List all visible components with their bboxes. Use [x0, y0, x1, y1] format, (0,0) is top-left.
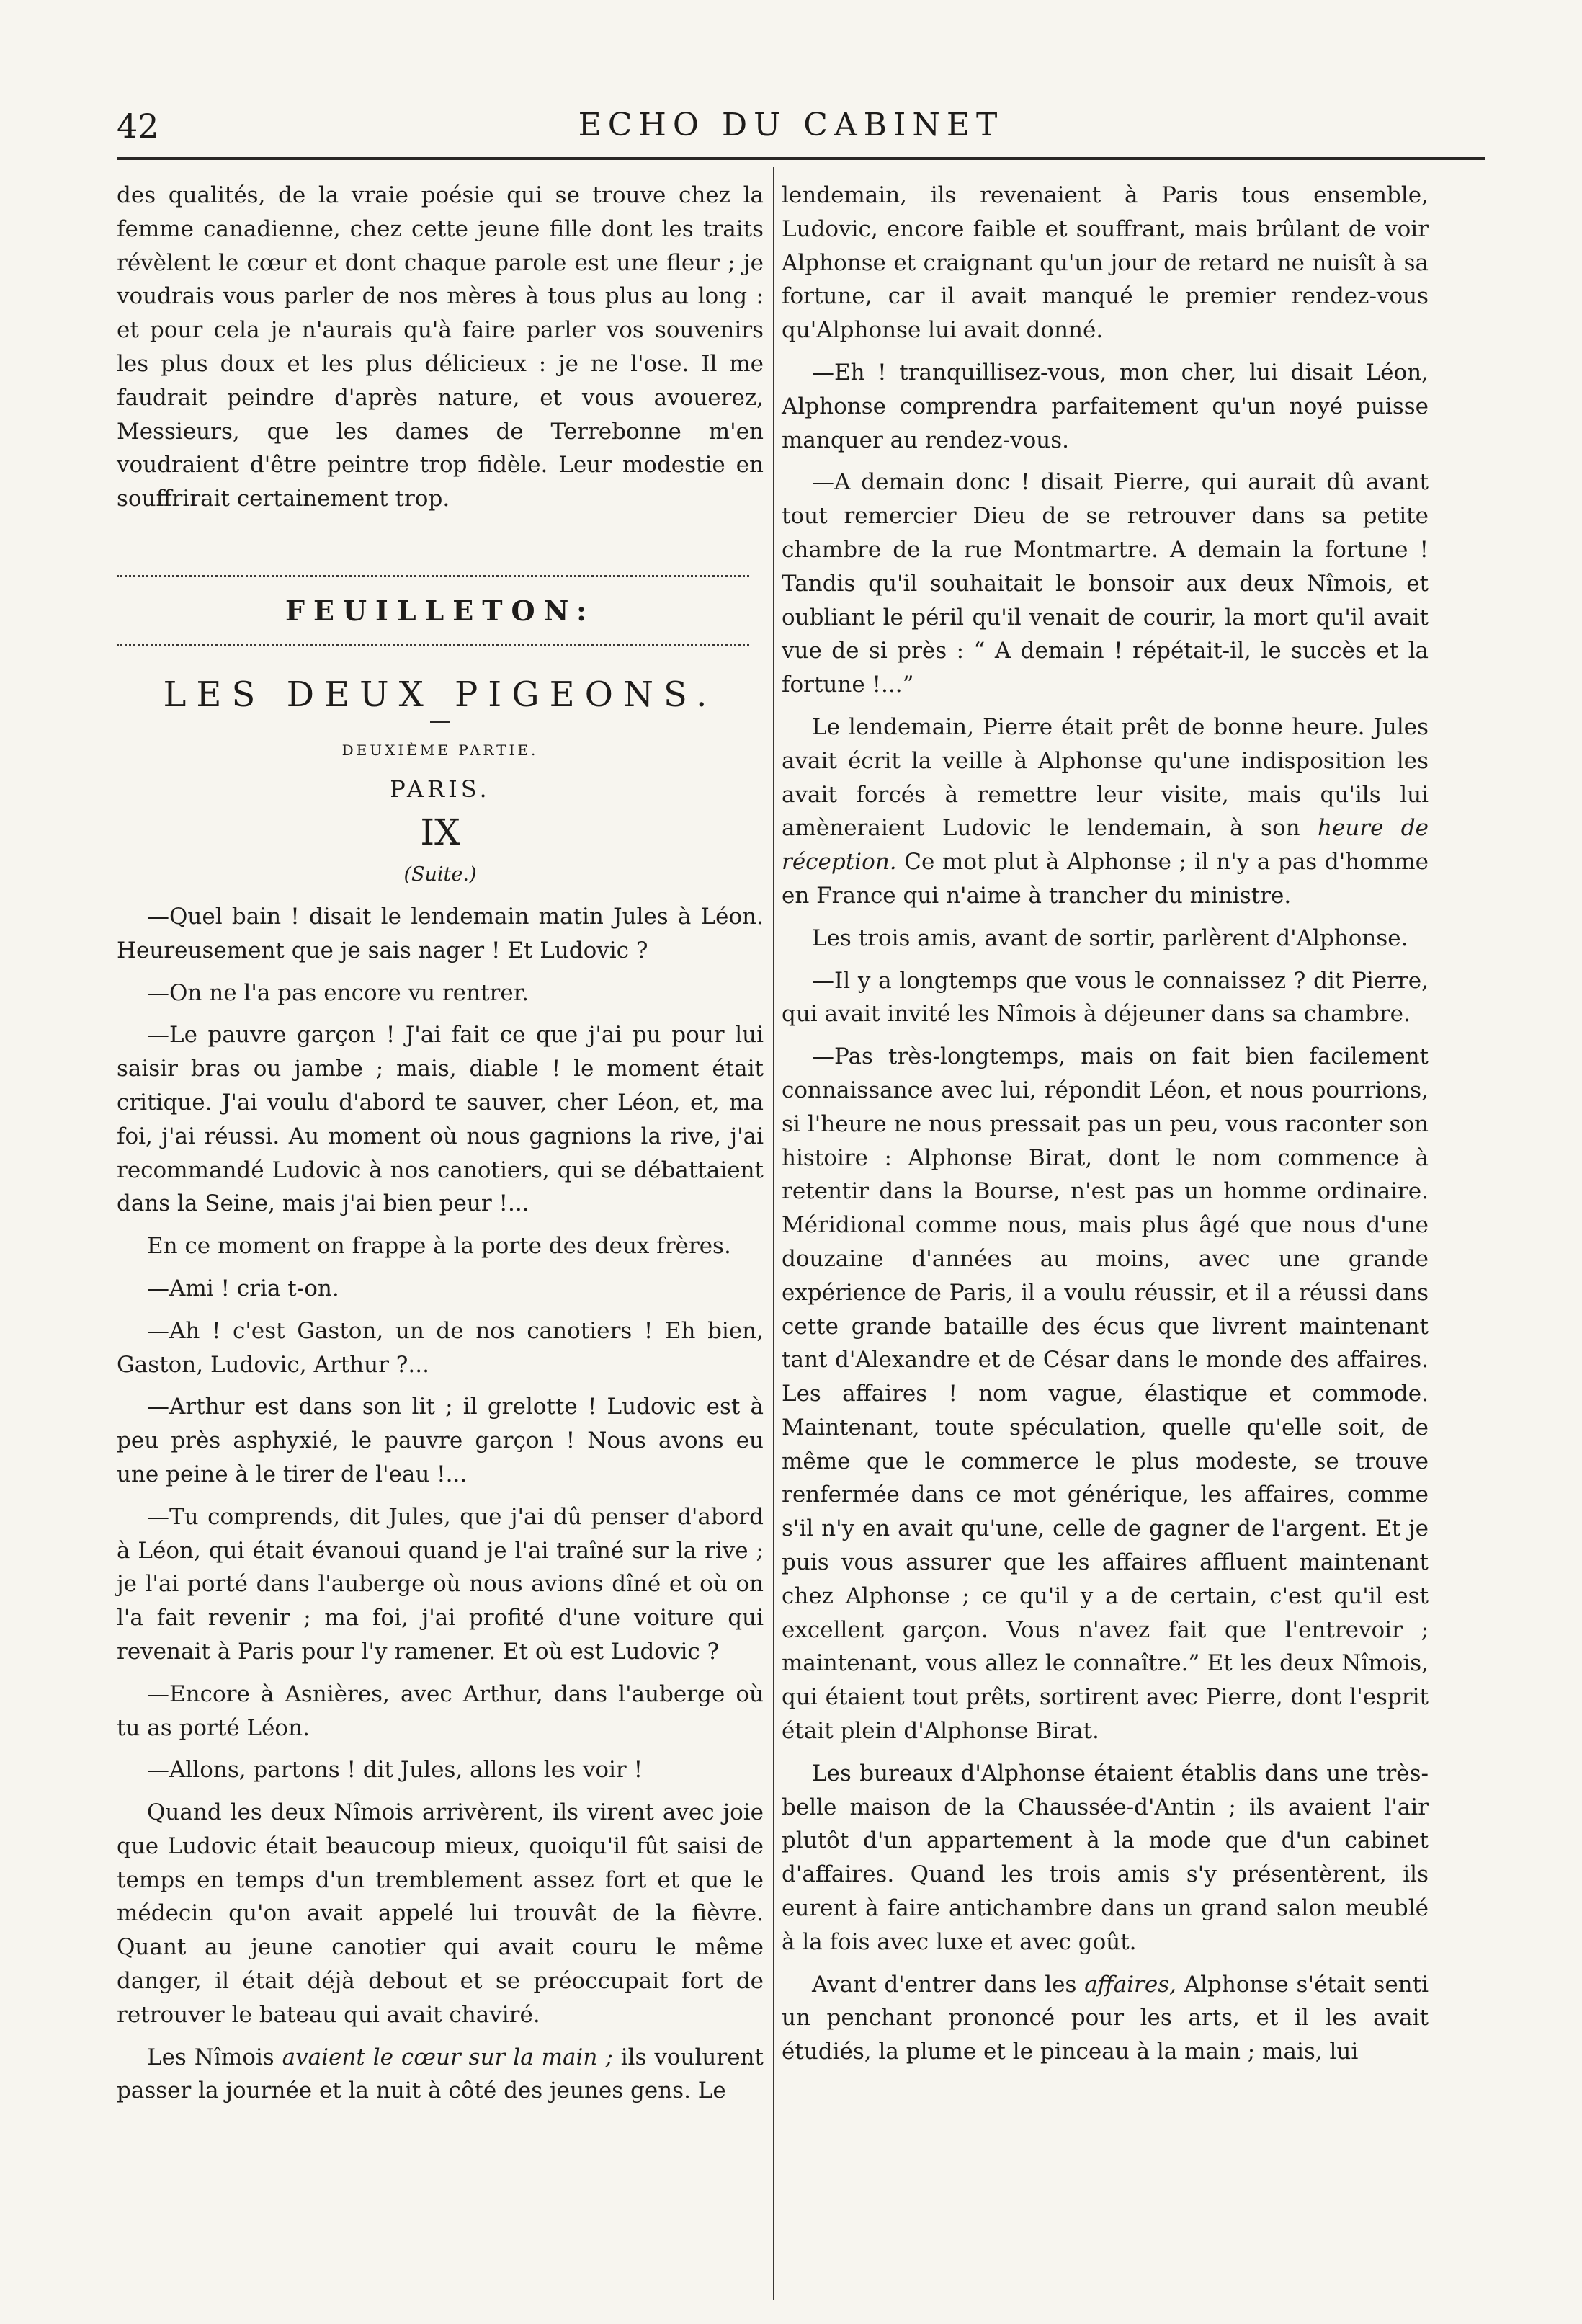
story-paragraph: —Eh ! tranquillisez-vous, mon cher, lui disait Léon, Alphonse comprendra parfaitement qu'un noyé puisse manquer au rendez-vous. [782, 359, 1429, 453]
story-paragraph: —Quel bain ! disait le lendemain matin Jules à Léon. Heureusement que je sais nager ! Et Ludovic ? [117, 903, 764, 963]
story-paragraph: Quand les deux Nîmois arrivèrent, ils virent avec joie que Ludovic était beaucoup mieux, quoiqu'il fût saisi de temps en temps d'un tremblement assez fort et que le médecin qu'on avait appelé lui trouvât de la fièvre. Quant au jeune canotier qui avait couru le même danger, il était déjà debout et se préoccupait fort de retrouver le bateau qui avait chaviré. [117, 1799, 764, 2028]
suite-label: (Suite.) [403, 863, 477, 886]
column-divider [773, 167, 774, 2300]
italic-phrase: affaires, [1084, 1971, 1176, 1998]
page-number: 42 [117, 107, 159, 146]
story-paragraph: —Encore à Asnières, avec Arthur, dans l'auberge où tu as porté Léon. [117, 1680, 764, 1741]
story-paragraph: —Le pauvre garçon ! J'ai fait ce que j'ai pu pour lui saisir bras ou jambe ; mais, diable ! le moment était critique. J'ai voulu d'abord te sauver, cher Léon, et, ma foi, j'ai réussi. Au moment où nous gagnions la rive, j'ai recommandé Ludovic à nos canotiers, qui se débattaient dans la Seine, mais j'ai bien peur !... [117, 1022, 764, 1217]
story-paragraph: —Tu comprends, dit Jules, que j'ai dû penser d'abord à Léon, qui était évanoui quand je l'ai traîné sur la rive ; je l'ai porté dans l'auberge où nous avions dîné et où on l'a fait revenir ; ma foi, j'ai profité d'une voiture qui revenait à Paris pour l'y ramener. Et où est Ludovic ? [117, 1503, 764, 1665]
title-dash [430, 721, 450, 723]
text-run: Alphonse s'était senti un penchant prononcé pour les arts, et il les avait étudiés, la plume et le pinceau à la main ; mais, lui [782, 1971, 1429, 2065]
left-column [117, 179, 764, 2116]
story-paragraph [782, 1968, 1429, 2069]
place-label: PARIS. [390, 775, 491, 803]
story-paragraph: —Il y a longtemps que vous le connaissez ? dit Pierre, qui avait invité les Nîmois à déjeuner dans sa chambre. [782, 967, 1429, 1028]
italic-phrase: avaient le cœur sur la main ; [282, 2044, 613, 2070]
story-paragraph: —On ne l'a pas encore vu rentrer. [147, 979, 529, 1006]
story-paragraph-last [117, 2041, 764, 2109]
story-paragraph: —A demain donc ! disait Pierre, qui aurait dû avant tout remercier Dieu de se retrouver dans sa petite chambre de la rue Montmartre. A demain la fortune ! Tandis qu'il souhaitait le bonsoir aux deux Nîmois, et oubliant le péril qu'il venait de courir, la mort qu'il avait vue de si près : “ A demain ! répétait-il, le succès et la fortune !...” [782, 469, 1429, 698]
text-run: Avant d'entrer dans les [812, 1971, 1085, 1998]
text-run: Ce mot plut à Alphonse ; il n'y a pas d'homme en France qui n'aime à trancher du ministre. [782, 849, 1429, 909]
story-paragraph: Les bureaux d'Alphonse étaient établis dans une très-belle maison de la Chaussée-d'Antin ; ils avaient l'air plutôt d'un appartement à la mode que d'un cabinet d'affaires. Quand les trois amis s'y présentèrent, ils eurent à faire antichambre dans un grand salon meublé à la fois avec luxe et avec goût. [782, 1760, 1429, 1955]
page-header [0, 0, 1582, 166]
story-paragraph: —Ah ! c'est Gaston, un de nos canotiers ! Eh bien, Gaston, Ludovic, Arthur ?... [117, 1317, 764, 1378]
story-paragraph: —Allons, partons ! dit Jules, allons les voir ! [147, 1757, 643, 1784]
feuilleton-heading: FEUILLETON: [285, 594, 596, 627]
story-paragraph: —Arthur est dans son lit ; il grelotte ! Ludovic est à peu près asphyxié, le pauvre garçon ! Nous avons eu une peine à le tirer de l'eau !... [117, 1394, 764, 1487]
header-rule [117, 157, 1485, 160]
text-run: Les Nîmois [147, 2044, 282, 2070]
story-paragraph: —Ami ! cria t-on. [147, 1275, 339, 1301]
chapter-number: IX [420, 811, 460, 853]
intro-paragraph: des qualités, de la vraie poésie qui se trouve chez la femme canadienne, chez cette jeune fille dont les traits révèlent le cœur et dont chaque parole est une fleur ; je voudrais vous parler de nos mères à tous plus au long : et pour cela je n'aurais qu'à faire parler vos souvenirs les plus doux et les plus délicieux : je ne l'ose. Il me faudrait peindre d'après nature, et vous avouerez, Messieurs, que les dames de Terrebonne m'en voudraient d'être peintre trop fidèle. Leur modestie en souffrirait certainement trop. [117, 182, 764, 512]
story-title: LES DEUX PIGEONS. [163, 674, 718, 715]
feuilleton-rule-bottom [117, 644, 749, 646]
italic-phrase: heure de réception. [782, 815, 1429, 876]
story-paragraph [782, 711, 1429, 913]
feuilleton-rule-top [117, 575, 749, 577]
story-paragraph: En ce moment on frappe à la porte des deux frères. [147, 1233, 731, 1260]
story-paragraph: Les trois amis, avant de sortir, parlèrent d'Alphonse. [812, 925, 1408, 951]
story-paragraph: lendemain, ils revenaient à Paris tous ensemble, Ludovic, encore faible et souffrant, mais brûlant de voir Alphonse et craignant qu'un jour de retard ne nuisît à sa fortune, car il avait manqué le premier rendez-vous qu'Alphonse lui avait donné. [782, 182, 1429, 344]
right-column [782, 179, 1429, 2078]
section-gap [117, 525, 764, 575]
story-paragraph: —Pas très-longtemps, mais on fait bien facilement connaissance avec lui, répondit Léon, et nous pourrions, si l'heure ne nous pressait pas un peu, vous raconter son histoire : Alphonse Birat, dont le nom commence à retentir dans la Bourse, n'est pas un homme ordinaire. Méridional comme nous, mais plus âgé que nous d'une douzaine d'années au moins, avec une grande expérience de Paris, il a voulu réussir, et il a réussi dans cette grande bataille des écus que livrent maintenant tant d'Alexandre et de César dans le monde des affaires. Les affaires ! nom vague, élastique et commode. Maintenant, toute spéculation, quelle qu'elle soit, de même que le commerce le plus modeste, se trouve renfermée dans ce mot générique, les affaires, comme s'il n'y en avait qu'une, celle de gagner de l'argent. Et je puis vous assurer que les affaires affluent maintenant chez Alphonse ; ce qu'il y a de certain, c'est qu'il est excellent garçon. Vous n'avez fait que l'entrevoir ; maintenant, vous allez le connaître.” Et les deux Nîmois, qui étaient tout prêts, sortirent avec Pierre, dont l'esprit était plein d'Alphonse Birat. [782, 1043, 1429, 1745]
text-run: ils voulurent passer la journée et la nuit à côté des jeunes gens. Le [117, 2044, 764, 2104]
part-label: DEUXIÈME PARTIE. [341, 741, 539, 759]
text-run: Le lendemain, Pierre était prêt de bonne heure. Jules avait écrit la veille à Alphonse qu'une indisposition les avait forcés à remettre leur visite, mais qu'ils lui amèneraient Ludovic le lendemain, à son [782, 713, 1429, 842]
journal-title: ECHO DU CABINET [578, 107, 1004, 143]
